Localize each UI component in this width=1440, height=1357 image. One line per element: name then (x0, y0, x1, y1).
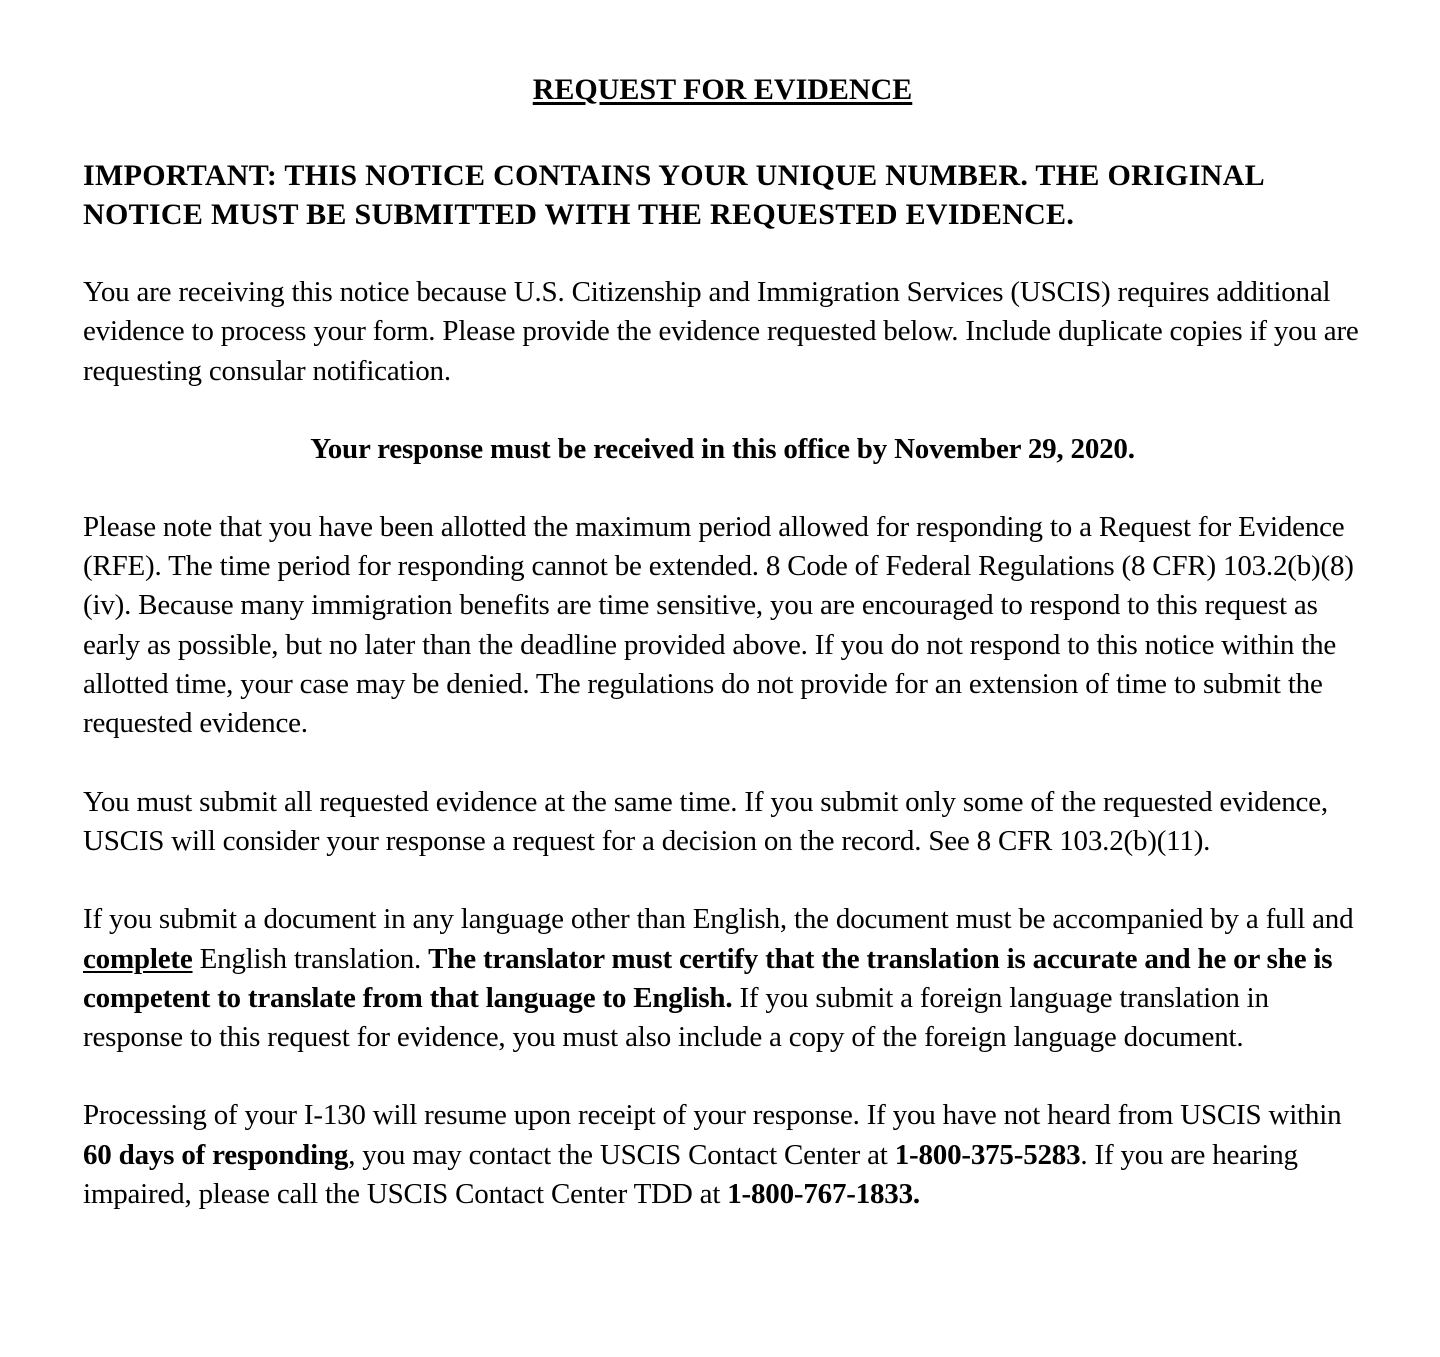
translation-text-1: If you submit a document in any language other than English, the document must be accompanied by a full and (83, 903, 1354, 936)
document-title: REQUEST FOR EVIDENCE (532, 73, 913, 106)
important-notice: IMPORTANT: THIS NOTICE CONTAINS YOUR UNIQUE NUMBER. THE ORIGINAL NOTICE MUST BE SUBMITTED WITH THE REQUESTED EVIDENCE. (83, 159, 1264, 231)
rfe-period-paragraph: Please note that you have been allotted the maximum period allowed for responding to a Request for Evidence (RFE). The time period for responding cannot be extended. 8 Code of Federal Regulations (8 CFR) 103.2(b)(8)(iv). Because many immigration benefits are time sensitive, you are encouraged to respond to this request as early as possible, but no later than the deadline provided above. If you do not respond to this notice within the allotted time, your case may be denied. The regulations do not provide for an extension of time to submit the requested evidence. (83, 510, 1354, 740)
response-deadline: Your response must be received in this office by November 29, 2020. (310, 432, 1135, 465)
translator-certify-statement: The translator must certify that the translation is accurate and he or she is competent to translate from that language to English. (83, 942, 1333, 1014)
translation-text-2: English translation. (192, 942, 429, 975)
processing-text-2: , you may contact the USCIS Contact Center at (348, 1138, 895, 1171)
tdd-phone: 1-800-767-1833. (727, 1178, 920, 1211)
translation-complete-emphasis: complete (83, 942, 193, 975)
contact-center-phone: 1-800-375-5283 (894, 1138, 1081, 1171)
intro-paragraph: You are receiving this notice because U.S. Citizenship and Immigration Services (USCIS) requires additional evidence to process your form. Please provide the evidence requested below. Include duplicate copies if you are requesting consular notification. (83, 276, 1359, 387)
translation-paragraph (83, 900, 1362, 1057)
translation-text-3: If you submit a foreign language translation in response to this request for evidence, you must also include a copy of the foreign language document. (83, 981, 1269, 1054)
processing-text-3: . If you are hearing impaired, please call the USCIS Contact Center TDD at (83, 1138, 1298, 1211)
processing-paragraph (83, 1096, 1362, 1214)
submit-all-paragraph: You must submit all requested evidence at the same time. If you submit only some of the requested evidence, USCIS will consider your response a request for a decision on the record. See 8 CFR 103.2(b)(11). (83, 785, 1328, 857)
processing-text-1: Processing of your I-130 will resume upon receipt of your response. If you have not heard from USCIS within (83, 1099, 1342, 1132)
processing-days-emphasis: 60 days of responding (83, 1138, 349, 1171)
